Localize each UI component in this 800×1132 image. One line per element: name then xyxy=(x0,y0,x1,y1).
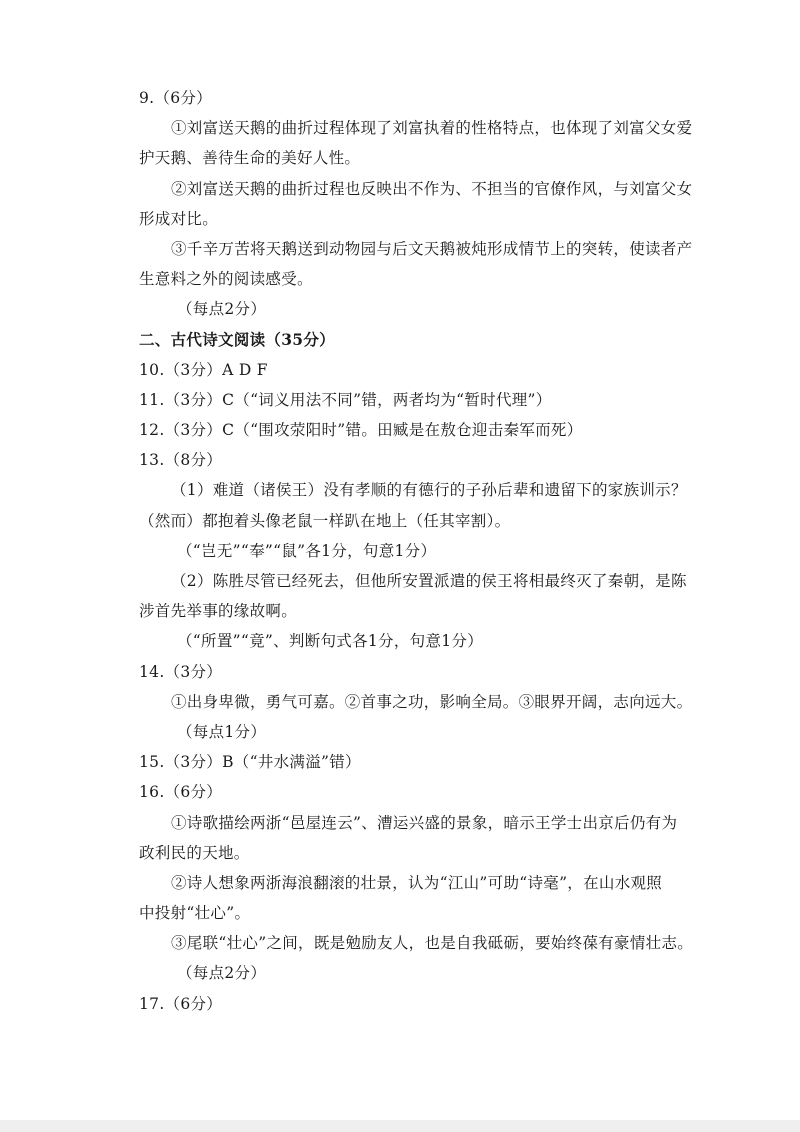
scoring-note: （每点2分） xyxy=(177,300,267,319)
scoring-note: （“岂无”“奉”“鼠”各1分，句意1分） xyxy=(177,541,437,560)
answer-continuation: 涉首先举事的缘故啊。 xyxy=(139,602,298,621)
section-heading: 二、古代诗文阅读（35分） xyxy=(139,329,335,349)
answer-continuation: 政利民的天地。 xyxy=(139,843,250,862)
answer-header-q17: 17.（6分） xyxy=(139,994,223,1013)
answer-continuation: 形成对比。 xyxy=(139,209,219,228)
answer-header-q10: 10.（3分）A D F xyxy=(139,360,268,379)
answer-header-q16: 16.（6分） xyxy=(139,783,223,802)
page-bottom-edge xyxy=(0,1120,800,1132)
answer-point: （2）陈胜尽管已经死去，但他所安置派遣的侯王将相最终灭了秦朝，是陈 xyxy=(171,572,687,590)
answer-header-q13: 13.（8分） xyxy=(139,451,223,470)
answer-header-q14: 14.（3分） xyxy=(139,662,223,681)
scoring-note: （“所置”“竟”、判断句式各1分，句意1分） xyxy=(177,632,484,651)
answer-header-q9: 9.（6分） xyxy=(139,89,212,107)
answer-point: （1）难道（诸侯王）没有孝顺的有德行的子孙后辈和遗留下的家族训示？ xyxy=(171,481,687,500)
answer-continuation: 护天鹅、善待生命的美好人性。 xyxy=(139,149,361,168)
answer-point: ②刘富送天鹅的曲折过程也反映出不作为、不担当的官僚作风，与刘富父女 xyxy=(171,179,693,198)
scoring-note: （每点1分） xyxy=(177,722,267,741)
answer-header-q12: 12.（3分）C（“围攻荥阳时”错。田臧是在敖仓迎击秦军而死） xyxy=(139,421,583,440)
answer-point: ②诗人想象两浙海浪翻滚的壮景，认为“江山”可助“诗毫”，在山水观照 xyxy=(171,873,663,892)
answer-header-q11: 11.（3分）C（“词义用法不同”错，两者均为“暂时代理”） xyxy=(139,390,552,409)
answer-text-block xyxy=(139,83,720,1019)
scoring-note: （每点2分） xyxy=(177,964,267,983)
answer-point: ③尾联“壮心”之间，既是勉励友人，也是自我砥砺，要始终葆有豪情壮志。 xyxy=(171,934,694,953)
answer-point: ①诗歌描绘两浙“邑屋连云”、漕运兴盛的景象，暗示王学士出京后仍有为 xyxy=(171,813,678,832)
answer-continuation: 生意料之外的阅读感受。 xyxy=(139,270,313,289)
answer-point: ①出身卑微，勇气可嘉。②首事之功，影响全局。③眼界开阔，志向远大。 xyxy=(171,692,693,711)
answer-continuation: 中投射“壮心”。 xyxy=(139,904,251,923)
answer-point: ①刘富送天鹅的曲折过程体现了刘富执着的性格特点，也体现了刘富父女爱 xyxy=(171,119,693,138)
answer-header-q15: 15.（3分）B（“井水满溢”错） xyxy=(139,753,361,772)
answer-point: ③千辛万苦将天鹅送到动物园与后文天鹅被炖形成情节上的突转，使读者产 xyxy=(171,239,693,258)
answer-continuation: （然而）都抱着头像老鼠一样趴在地上（任其宰割）。 xyxy=(139,511,511,530)
